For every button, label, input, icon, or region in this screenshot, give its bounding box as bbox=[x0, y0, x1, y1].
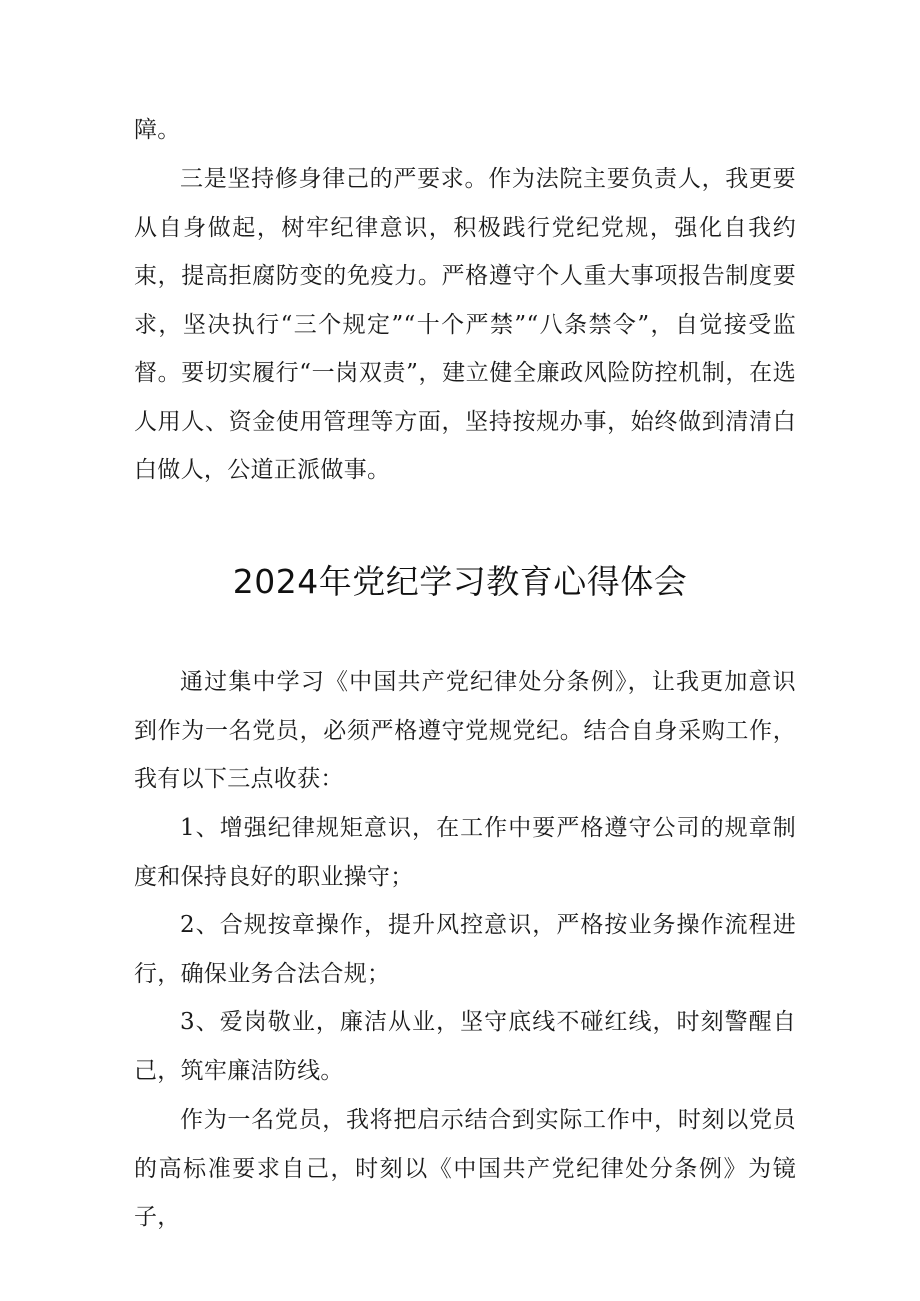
paragraph-item-2: 2、合规按章操作，提升风控意识，严格按业务操作流程进行，确保业务合法合规； bbox=[134, 912, 796, 987]
paragraph-item-1: 1、增强纪律规矩意识，在工作中要严格遵守公司的规章制度和保持良好的职业操守； bbox=[134, 815, 796, 890]
paragraph-item-3: 3、爱岗敬业，廉洁从业，坚守底线不碰红线，时刻警醒自己，筑牢廉洁防线。 bbox=[134, 1009, 796, 1084]
paragraph-self-discipline: 三是坚持修身律己的严要求。作为法院主要负责人，我更要从自身做起，树牢纪律意识，积极践行党纪党规，强化自我约束，提高拒腐防变的免疫力。严格遵守个人重大事项报告制度要求，坚决执行“三个规定”“十个严禁”“八条禁令”，自觉接受监督。要切实履行“一岗双责”，建立健全廉政风险防控机制，在选人用人、资金使用管理等方面，坚持按规办事，始终做到清清白白做人，公道正派做事。 bbox=[134, 166, 796, 483]
paragraph-continuation: 障。 bbox=[134, 117, 181, 143]
paragraph-intro: 通过集中学习《中国共产党纪律处分条例》，让我更加意识到作为一名党员，必须严格遵守党规党纪。结合自身采购工作，我有以下三点收获： bbox=[134, 669, 796, 792]
document-title: 2024年党纪学习教育心得体会 bbox=[232, 562, 688, 601]
paragraph-conclusion: 作为一名党员，我将把启示结合到实际工作中，时刻以党员的高标准要求自己，时刻以《中国共产党纪律处分条例》为镜子， bbox=[134, 1107, 796, 1230]
